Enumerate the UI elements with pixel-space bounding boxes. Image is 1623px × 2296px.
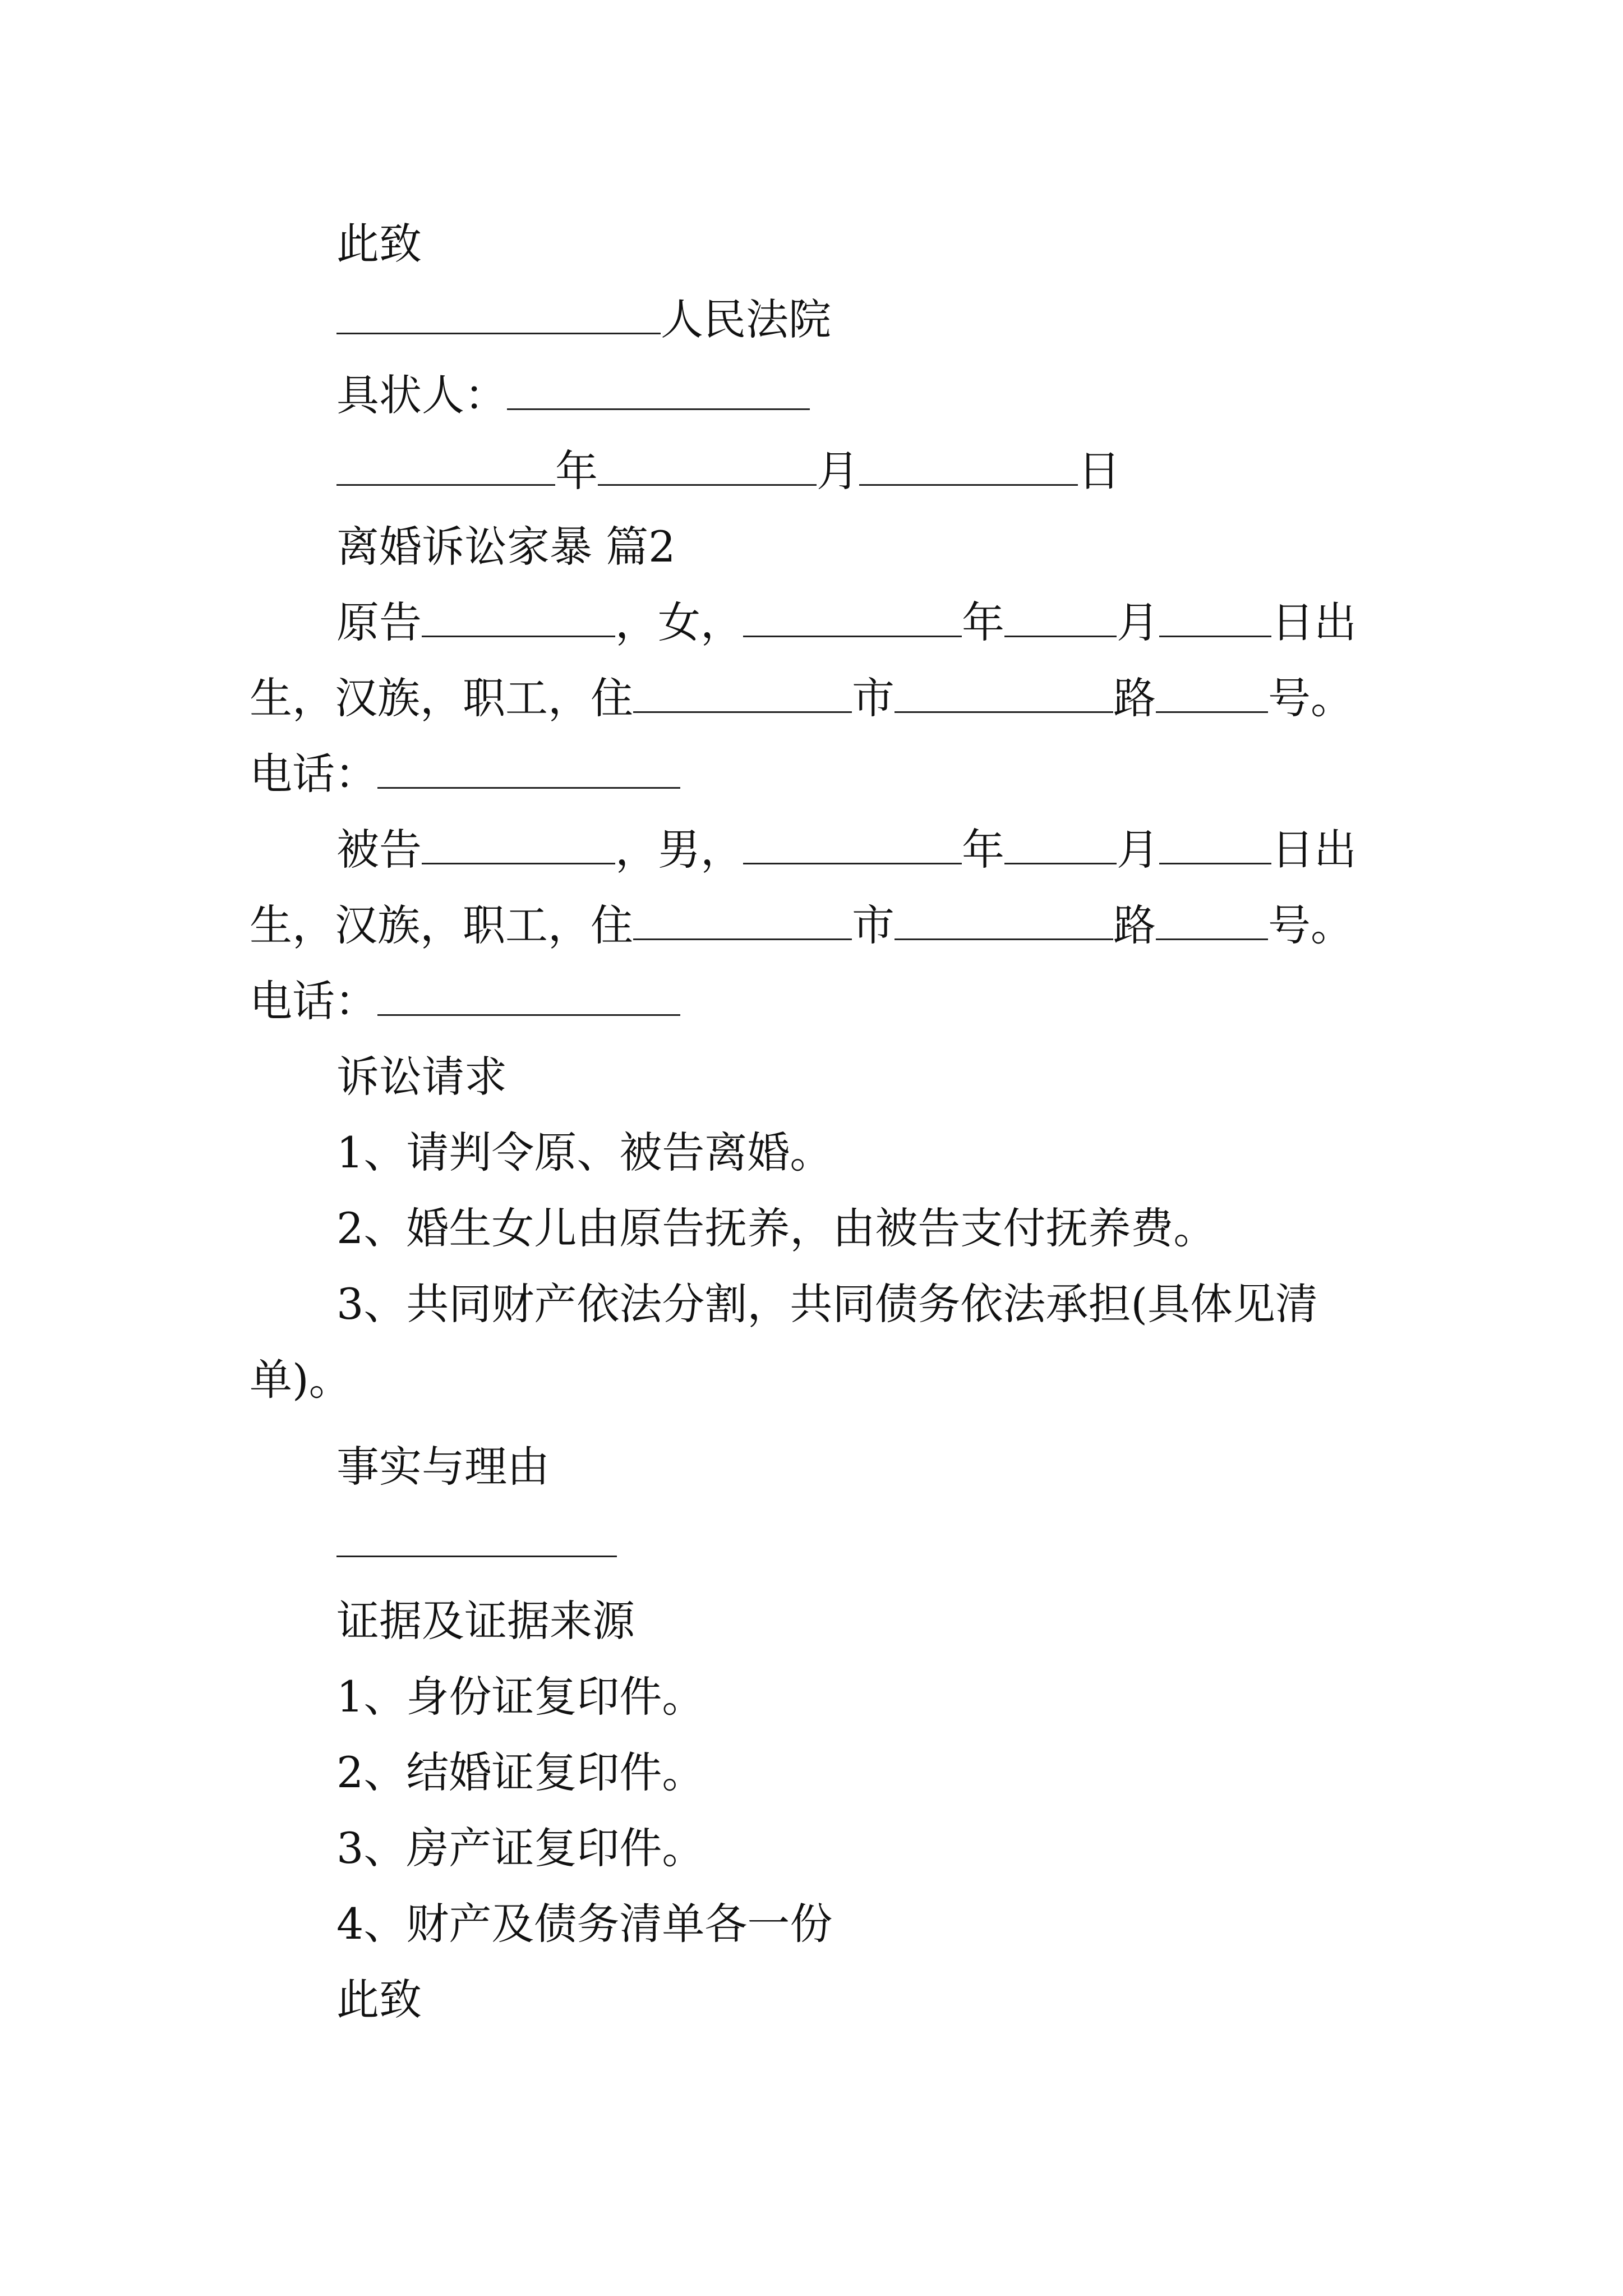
claim-item: 1、请判令原、被告离婚。 (336, 1128, 833, 1177)
facts-blank (336, 1550, 617, 1557)
claim-item-continuation: 单)。 (250, 1355, 352, 1405)
signer-line: 具状人： (0, 367, 1623, 424)
claim-item: 3、共同财产依法分割，共同债务依法承担(具体见清 (336, 1279, 1318, 1329)
plaintiff-number-blank (1156, 706, 1268, 713)
court-name-blank (336, 327, 661, 334)
plaintiff-phone: 电话： (0, 746, 1623, 802)
evidence-title: 证据及证据来源 (336, 1596, 635, 1646)
month-blank (598, 478, 817, 486)
claim-item: 2、婚生女儿由原告抚养，由被告支付抚养费。 (336, 1203, 1216, 1253)
plaintiff-phone-blank (377, 781, 680, 789)
closing-salutation: 此致 (336, 219, 422, 269)
plaintiff-line-2: 生，汉族，职工，住 市 路 号。 (250, 673, 1353, 723)
defendant-line-1: 被告 ，男， 年 月 日出 (336, 825, 1357, 875)
year-blank (336, 478, 555, 486)
defendant-line-2: 生，汉族，职工，住 市 路 号。 (250, 900, 1353, 950)
defendant-number-blank (1156, 933, 1268, 940)
day-blank (859, 478, 1078, 486)
defendant-month-blank (1004, 857, 1117, 864)
court-line: 人民法院 (0, 292, 1623, 348)
defendant-name-blank (422, 857, 615, 864)
claims-title: 诉讼请求 (336, 1052, 507, 1102)
evidence-item: 3、房产证复印件。 (336, 1823, 705, 1873)
facts-title: 事实与理由 (336, 1442, 550, 1492)
plaintiff-name-blank (422, 630, 615, 637)
plaintiff-year-blank (743, 630, 962, 637)
defendant-year-blank (743, 857, 962, 864)
evidence-item: 4、财产及债务清单各一份 (336, 1899, 833, 1949)
plaintiff-day-blank (1159, 630, 1271, 637)
facts-blank-line (0, 1515, 1623, 1571)
plaintiff-month-blank (1004, 630, 1117, 637)
plaintiff-road-blank (895, 706, 1113, 713)
defendant-road-blank (895, 933, 1113, 940)
signer-blank (507, 403, 810, 410)
defendant-phone-blank (377, 1009, 680, 1016)
plaintiff-city-blank (633, 706, 852, 713)
evidence-item: 1、身份证复印件。 (336, 1672, 705, 1722)
defendant-day-blank (1159, 857, 1271, 864)
defendant-phone: 电话： (0, 973, 1623, 1029)
date-line: 年 月 日 (0, 443, 1623, 499)
defendant-city-blank (633, 933, 852, 940)
plaintiff-line-1: 原告 ，女， 年 月 日出 (336, 597, 1357, 647)
closing-salutation-bottom: 此致 (336, 1975, 422, 2024)
evidence-item: 2、结婚证复印件。 (336, 1747, 705, 1797)
section-title: 离婚诉讼家暴 篇2 (336, 522, 676, 572)
